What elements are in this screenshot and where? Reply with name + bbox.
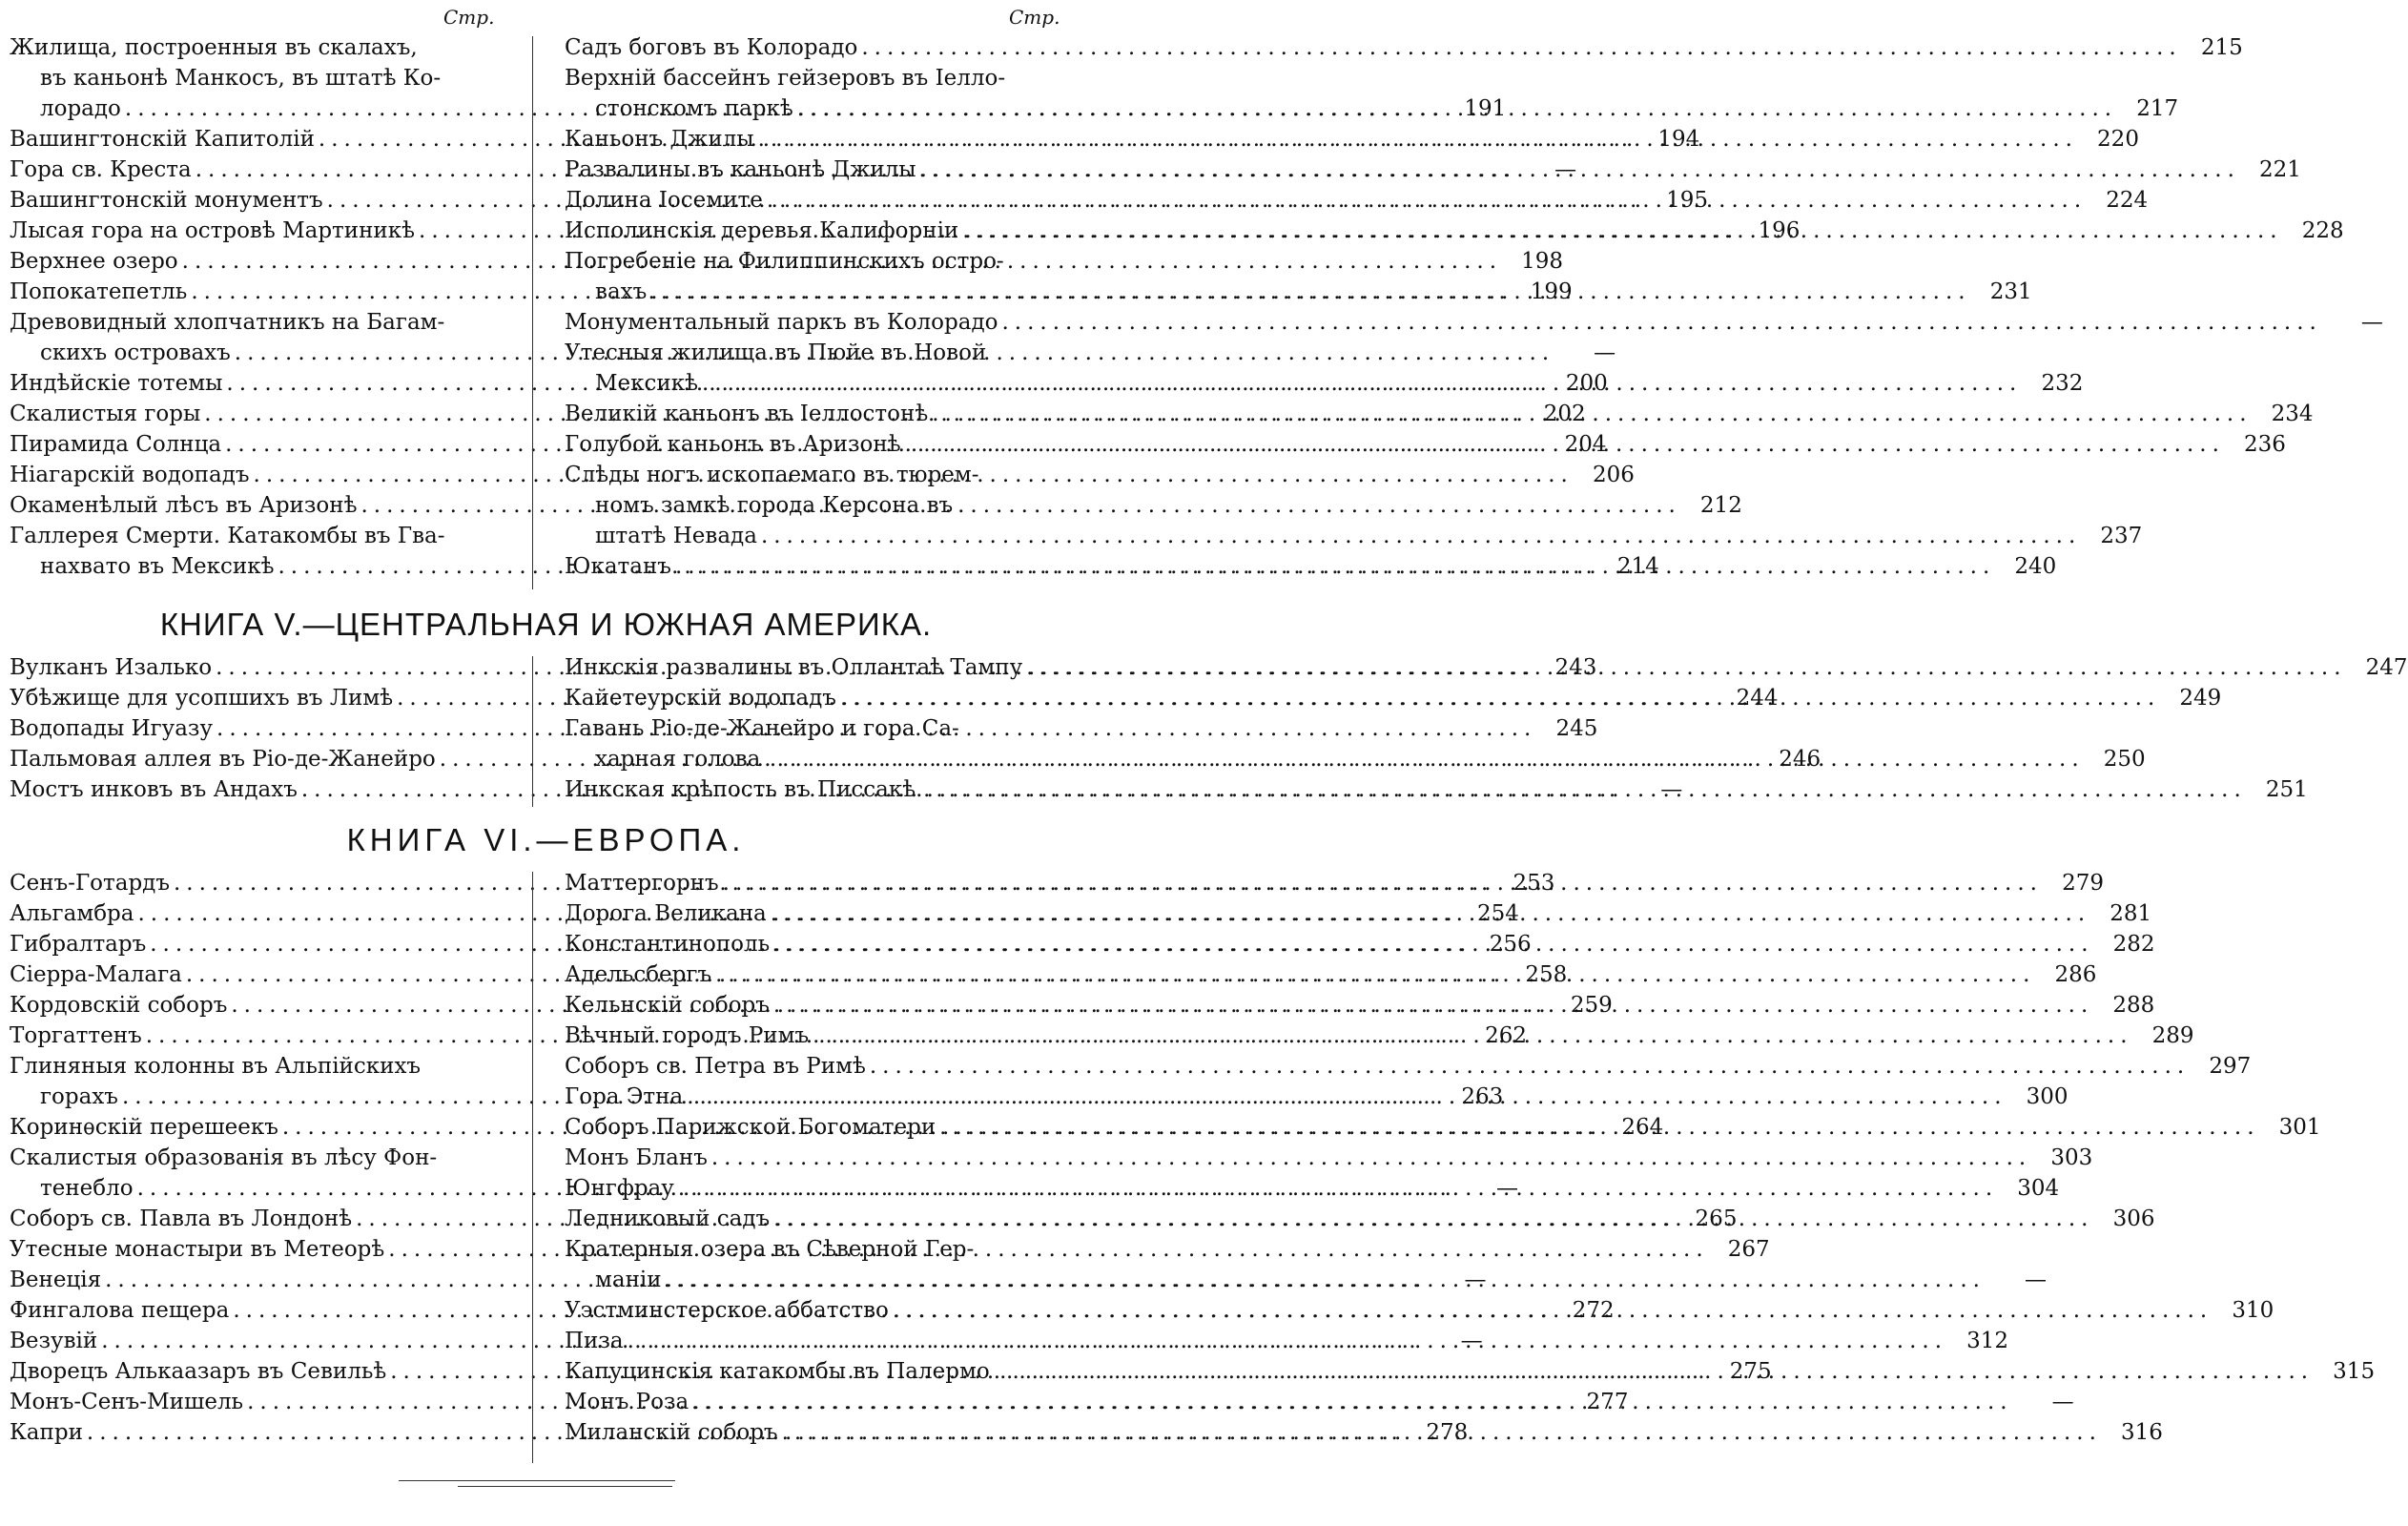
toc-entry-page: 262 [1485,1023,1528,1048]
toc-entry-page: — [2051,1390,2074,1414]
toc-entry-title: Великій каньонъ въ Іеллостонѣ [565,402,929,426]
toc-entry [565,1143,2093,1173]
toc-entry-title: Исполинскія деревья Калифорніи [565,218,959,243]
toc-entry-page: 204 [1564,432,1607,457]
toc-entry-title: Миланскій соборъ [565,1420,778,1445]
dot-leader [870,1051,2190,1082]
toc-entry-line [10,1051,505,1082]
dot-leader [666,1265,1986,1295]
toc-entry-title: Везувій [10,1329,98,1353]
toc-entry [565,307,2383,338]
dot-leader [926,774,2246,805]
toc-entry-page: 254 [1476,901,1519,926]
toc-entry-page: 277 [1586,1390,1629,1414]
dot-leader [893,1295,2212,1326]
toc-entry-title: Каньонъ Джилы [565,127,754,152]
dot-leader [771,898,2090,929]
toc-entry-title: Утесныя жилища въ Пюйе въ Новой [565,340,987,365]
dot-leader [962,216,2282,246]
toc-entry-page: 228 [2301,218,2344,243]
toc-entry-page: 275 [1729,1359,1772,1384]
toc-entry-title: Мостъ инковъ въ Андахъ [10,777,298,802]
toc-entry-page: 315 [2333,1359,2376,1384]
toc-entry-page: 217 [2136,96,2179,121]
toc-entry-title: Верхній бассейнъ гейзеровъ въ Іелло- [565,66,1006,91]
toc-entry-page: 250 [2103,747,2146,772]
dot-leader [650,277,1970,307]
toc-entry-page: 281 [2110,901,2152,926]
toc-entry-line [10,1143,505,1173]
dot-leader [675,551,1995,582]
toc-entry-title: Скалистыя образованія въ лѣсу Фон- [10,1145,438,1170]
dot-leader [687,1082,2007,1112]
toc-entry-title: Убѣжище для усопшихъ въ Лимѣ [10,686,394,711]
dot-leader [905,429,2225,460]
toc-entry-title: Соборъ Парижской Богоматери [565,1115,936,1140]
toc-entry-page: — [1554,157,1577,182]
toc-entry-page: 289 [2151,1023,2194,1048]
toc-entry-page: 253 [1513,871,1555,896]
toc-entry-page: 200 [1565,371,1608,396]
toc-entry-page: — [2360,310,2383,335]
toc-entry-title: Гора св. Креста [10,157,192,182]
toc-entry-title: Древовидный хлопчатникъ на Багам- [10,310,445,335]
toc-entry-title: тенебло [40,1176,134,1201]
toc-entry-title: штатѣ Невада [595,524,757,548]
toc-entry-page: 288 [2112,993,2155,1018]
toc-entry-title: Соборъ св. Петра въ Римѣ [565,1054,866,1079]
toc-entry-title: Гавань Ріо-де-Жанейро и гора Са- [565,716,959,741]
toc-entry-line [565,307,2383,338]
toc-entry-line [565,713,1060,744]
dot-leader [939,1112,2259,1143]
dot-leader [761,521,2081,551]
dot-leader [715,959,2035,990]
toc-entry-line [565,774,2308,805]
toc-entry-page: 220 [2097,127,2139,152]
toc-entry-line [565,1173,2060,1204]
toc-entry-page: 259 [1570,993,1613,1018]
toc-entry [565,1326,2009,1356]
dot-leader [767,185,2087,216]
toc-entry-title: Капуцинскія катакомбы въ Палермо [565,1359,990,1384]
toc-entry-title: харная голова [595,747,761,772]
toc-entry-page: 214 [1616,554,1659,579]
toc-entry-line [10,307,505,338]
toc-entry-page: 272 [1572,1298,1615,1323]
toc-entry-title: Утесные монастыри въ Метеорѣ [10,1237,385,1262]
dot-leader [813,1021,2132,1051]
toc-entry-page: 306 [2112,1206,2155,1231]
toc-entry-page: 243 [1554,655,1597,680]
toc-entry-title: Кратерныя озера въ Сѣверной Гер- [565,1237,975,1262]
toc-entry-title: Мексикѣ [595,371,698,396]
toc-entry-page: 300 [2026,1084,2068,1109]
dot-leader [932,399,2252,429]
end-rule-bottom [458,1486,672,1487]
toc-entry-title: Вулканъ Изалько [10,655,213,680]
toc-entry-title: номъ замкѣ города Керсона въ [595,493,954,518]
toc-entry-title: Вѣчный городъ Римъ [565,1023,810,1048]
toc-entry [565,155,2301,185]
toc-entry-title: Юкатанъ [565,554,671,579]
toc-entry-title: Скалистыя горы [10,402,201,426]
toc-entry-title: Венеція [10,1268,102,1292]
toc-entry-title: Пирамида Солнца [10,432,222,457]
toc-entry-title: горахъ [40,1084,118,1109]
toc-entry-page: 256 [1489,932,1532,957]
toc-entry-page: 224 [2106,188,2149,213]
toc-entry-page: 245 [1555,716,1598,741]
toc-entry-title: Торгаттенъ [10,1023,142,1048]
toc-entry-page: 251 [2265,777,2308,802]
toc-entry [565,1051,2252,1082]
toc-entry [565,774,2308,805]
toc-entry-title: Галлерея Смерти. Катакомбы въ Гва- [10,524,445,548]
toc-entry-page: 212 [1699,493,1742,518]
toc-entry-title: нахвато въ Мексикѣ [40,554,275,579]
toc-entry-title: Сенъ-Готардъ [10,871,170,896]
toc-entry-page: 301 [2278,1115,2321,1140]
dot-leader [1001,307,2321,338]
toc-entry-page: 199 [1530,279,1573,304]
toc-entry-line [565,32,2243,63]
toc-entry-page: 215 [2200,35,2243,60]
toc-entry-title: Долина Іосемите [565,188,763,213]
toc-entry-title: Попокатепетль [10,279,188,304]
toc-entry [565,32,2243,63]
toc-entry-title: Глиняныя колонны въ Альпійскихъ [10,1054,422,1079]
toc-entry-page: 278 [1426,1420,1469,1445]
toc-entry-title: Гибралтаръ [10,932,147,957]
toc-entry-title: Юнгфрау [565,1176,674,1201]
toc-entry-title: Капри [10,1420,83,1445]
dot-leader [758,124,2078,155]
toc-entry-page: 286 [2054,962,2097,987]
toc-entry-line [565,460,1060,490]
toc-entry-title: Ніагарскій водопадъ [10,463,250,487]
dot-leader [773,1204,2093,1234]
toc-entry-title: Константинополь [565,932,771,957]
toc-entry-title: лорадо [40,96,121,121]
toc-entry-page: — [1594,340,1616,365]
toc-entry-line [565,246,1060,277]
toc-entry-page: 304 [2017,1176,2060,1201]
toc-entry-line [565,1326,2009,1356]
toc-entry-title: Адельсбергъ [565,962,712,987]
toc-entry-title: Пальмовая аллея въ Ріо-де-Жанейро [10,747,436,772]
toc-entry-line [565,521,2143,551]
toc-entry-line [565,490,1060,521]
dot-leader [994,1356,2314,1387]
toc-entry-page: 191 [1464,96,1507,121]
toc-entry-page: 249 [2179,686,2222,711]
dot-leader [797,93,2117,124]
toc-entry-page: 244 [1736,686,1779,711]
toc-entry-page: — [1495,1176,1518,1201]
toc-entry-line [565,338,1060,368]
toc-entry-title: скихъ островахъ [40,340,231,365]
dot-leader [773,929,2093,959]
toc-entry-title: Сіерра-Малага [10,962,182,987]
toc-entry-page: 316 [2121,1420,2163,1445]
toc-entry-title: Уэстминстерское аббатство [565,1298,889,1323]
toc-entry-page: 310 [2232,1298,2274,1323]
toc-entry-title: вахъ [595,279,648,304]
toc-entry-title: Вашингтонскій Капитолій [10,127,315,152]
toc-entry-page: 194 [1657,127,1700,152]
toc-entry-page: — [1660,777,1683,802]
toc-entry-page: 246 [1779,747,1821,772]
dot-leader [692,1387,2012,1417]
toc-entry-page: 237 [2100,524,2143,548]
toc-entry-page: — [2024,1268,2047,1292]
toc-entry-page: — [1464,1268,1487,1292]
toc-entry-page: 312 [1966,1329,2009,1353]
dot-leader [711,1143,2031,1173]
toc-entry-page: 236 [2244,432,2286,457]
toc-entry-title: Инкская крѣпость въ Писсакѣ. [565,777,923,802]
dot-leader [861,32,2181,63]
toc-entry-title: Индѣйскіе тотемы [10,371,223,396]
toc-entry-title: Кайетеурскій водопадъ [565,686,836,711]
book-title-vi: КНИГА VI.—ЕВРОПА. [346,822,746,857]
toc-entry-page: 240 [2014,554,2057,579]
page-label-right: Стр. [1009,6,1060,29]
toc-entry-title: Коринѳскій перешеекъ [10,1115,278,1140]
toc-entry-page: 198 [1521,249,1564,274]
dot-leader [1026,652,2346,683]
dot-leader [920,155,2240,185]
toc-entry-line [10,63,505,93]
toc-entry-title: Слѣды ногъ ископаемаго въ тюрем- [565,463,979,487]
toc-entry-title: Соборъ св. Павла въ Лондонѣ [10,1206,353,1231]
toc-entry-page: 265 [1695,1206,1738,1231]
toc-entry-page: 232 [2041,371,2084,396]
toc-entry-page: 247 [2365,655,2408,680]
column-divider [532,36,533,589]
toc-entry-title: Монъ-Сенъ-Мишель [10,1390,244,1414]
toc-entry-page: 202 [1543,402,1586,426]
toc-entry-title: Жилища, построенныя въ скалахъ, [10,35,418,60]
dot-leader [702,368,2022,399]
toc-entry-title: Ледниковый садъ [565,1206,771,1231]
toc-entry-line [565,155,2301,185]
toc-entry-title: Монъ Роза [565,1390,689,1414]
dot-leader [840,683,2160,713]
toc-entry-title: Водопады Игуазу [10,716,214,741]
toc-entry-title: Окаменѣлый лѣсъ въ Аризонѣ [10,493,358,518]
toc-entry-line [10,521,505,551]
toc-entry-page: 297 [2209,1054,2252,1079]
toc-entry-title: Кельнскій соборъ [565,993,770,1018]
dot-leader [678,1173,1998,1204]
toc-entry-title: Дворецъ Алькаазаръ въ Севильѣ [10,1359,387,1384]
toc-entry-line [565,1051,2252,1082]
dot-leader [628,1326,1947,1356]
toc-entry-page: 206 [1592,463,1635,487]
page-label-left: Стр. [443,6,495,29]
toc-entry-title: Вашингтонскій монументъ [10,188,323,213]
toc-entry-title: Дорога Великана [565,901,767,926]
toc-entry-line [565,1143,2093,1173]
toc-entry-page: 264 [1621,1115,1664,1140]
toc-entry-title: Верхнее озеро [10,249,178,274]
toc-entry-page: 234 [2271,402,2314,426]
toc-entry-page: 263 [1461,1084,1504,1109]
toc-entry-page: 267 [1727,1237,1770,1262]
dot-leader [723,868,2043,898]
toc-entry-line [565,63,1060,93]
column-divider [532,872,533,1463]
toc-entry-page: 196 [1758,218,1801,243]
dot-leader [764,744,2084,774]
toc-entry-title: Пиза [565,1329,624,1353]
toc-entry-title: въ каньонѣ Манкосъ, въ штатѣ Ко- [40,66,442,91]
toc-entry-title: Альгамбра [10,901,134,926]
column-divider [532,656,533,807]
toc-entry-title: Маттергорнъ [565,871,719,896]
dot-leader [773,990,2093,1021]
toc-entry-title: Гора Этна [565,1084,684,1109]
page-column-header [0,4,1092,32]
toc-entry-page: 231 [1989,279,2032,304]
dot-leader [782,1417,2102,1448]
toc-entry-page: — [1460,1329,1483,1353]
toc-entry-title: Кордовскій соборъ [10,993,228,1018]
toc-entry-title: Голубой каньонъ въ Аризонѣ [565,432,901,457]
toc-entry-title: Монументальный паркъ въ Колорадо [565,310,998,335]
toc-entry-page: 279 [2062,871,2104,896]
toc-entry-line [565,1265,2047,1295]
toc-entry [565,1173,2060,1204]
toc-entry-title: Монъ Бланъ [565,1145,708,1170]
toc-entry-title: стонскомъ паркѣ [595,96,793,121]
toc-entry-page: 303 [2050,1145,2093,1170]
toc-entry-title: Фингалова пещера [10,1298,230,1323]
toc-entry-title: маніи [595,1268,662,1292]
toc-entry-title: Погребеніе на Филиппинскихъ остро- [565,249,1004,274]
toc-entry-page: 221 [2259,157,2301,182]
toc-entry-line [10,32,505,63]
toc-entry-page: 195 [1666,188,1709,213]
toc-entry-title: Инкскія развалины въ Оллантаѣ Тампу [565,655,1023,680]
end-rule-top [399,1480,675,1481]
toc-entry-title: Развалины въ каньонѣ Джилы [565,157,916,182]
toc-entry-title: Садъ боговъ въ Колорадо [565,35,858,60]
toc-entry-page: 258 [1525,962,1568,987]
toc-entry-title: Лысая гора на островѣ Мартиникѣ [10,218,416,243]
toc-entry-line [565,1234,1060,1265]
book-title-v: КНИГА V.—ЦЕНТРАЛЬНАЯ И ЮЖНАЯ АМЕРИКА. [159,607,933,642]
toc-entry-page: 282 [2112,932,2155,957]
